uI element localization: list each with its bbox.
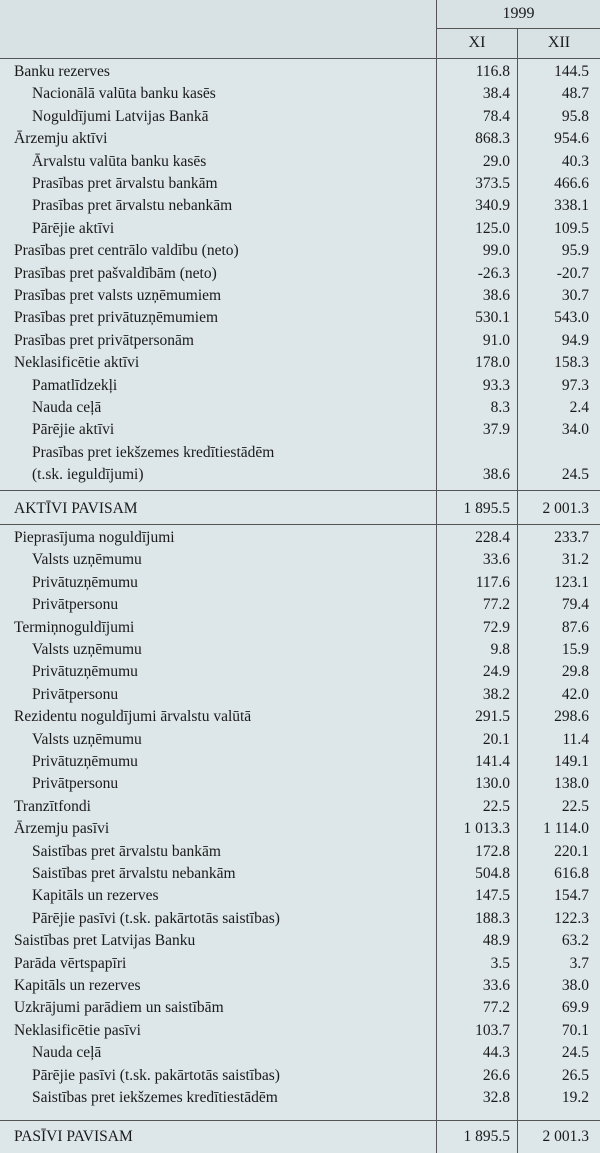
table-row [0,83,600,105]
value-xii: 19.2 [561,1089,589,1106]
column-header-xii: XII [547,34,571,51]
value-xi: 117.6 [475,573,510,591]
table-row [0,195,600,217]
value-xi: 1 895.5 [463,1128,510,1145]
table-row [0,729,600,751]
value-xi: 130.0 [475,775,510,793]
value-xi: 44.3 [482,1044,510,1062]
value-xi: 29.0 [482,152,510,170]
value-xii: -20.7 [556,264,589,282]
table-row [0,818,600,840]
value-xi: 20.1 [482,730,510,748]
value-xii: 122.3 [554,909,589,927]
table-row [0,617,600,639]
section-divider [0,524,600,525]
value-xi: 24.9 [482,663,510,681]
table-row [0,128,600,150]
value-xi: 93.3 [482,376,510,394]
table-row [0,330,600,352]
value-xii: 2 001.3 [542,500,589,517]
value-xii: 954.6 [554,130,589,148]
value-xi: 291.5 [475,708,510,726]
value-xii: 233.7 [554,529,589,546]
value-xi: 1 013.3 [463,820,510,838]
row-label: Neklasificētie aktīvi [14,354,140,372]
value-xii: 144.5 [554,63,589,80]
value-xii: 298.6 [554,708,589,726]
table-row [0,106,600,128]
value-xi: 103.7 [475,1021,510,1039]
value-xi: 38.2 [482,685,510,703]
row-label: Pamatlīdzekļi [32,376,118,394]
value-xi: 868.3 [475,130,510,148]
table-row [0,997,600,1019]
row-label: Neklasificētie pasīvi [14,1021,141,1039]
row-label: Uzkrājumi parādiem un saistībām [14,999,224,1017]
table-row [0,397,600,419]
value-xii: 123.1 [554,573,589,591]
value-xi: 116.8 [475,63,510,80]
value-xii: 2 001.3 [542,1128,589,1145]
value-xii: 543.0 [554,309,589,327]
row-label: Saistības pret iekšzemes kredītiestādēm [32,1089,278,1106]
table-row [0,706,600,728]
row-label: Pieprasījuma noguldījumi [14,529,175,546]
value-xii: 40.3 [561,152,589,170]
value-xi: 530.1 [475,309,510,327]
table-row [0,375,600,397]
value-xii: 220.1 [554,842,589,860]
value-xii: 2.4 [569,399,589,416]
value-xi: 26.6 [482,1066,510,1084]
value-xii: 31.2 [561,551,589,569]
value-xii: 26.5 [561,1066,589,1084]
row-label: PASĪVI PAVISAM [14,1128,133,1145]
row-label: Kapitāls un rezerves [32,887,159,905]
table-row [0,841,600,863]
row-label: Prasības pret valsts uzņēmumiem [14,287,222,304]
value-xi: 147.5 [475,887,510,905]
table-row [0,240,600,262]
value-xi: 172.8 [475,842,510,860]
value-xi: 38.4 [482,85,510,103]
value-xii: 48.7 [561,85,589,103]
value-xii: 30.7 [561,287,589,304]
row-label: Privātuzņēmumu [32,753,138,770]
value-xii: 11.4 [562,730,589,748]
table-row [0,549,600,571]
row-label: Ārzemju aktīvi [14,130,108,148]
row-label: Pārējie pasīvi (t.sk. pakārtotās saistības) [32,909,280,927]
table-row [0,1042,600,1064]
value-xii: 87.6 [561,618,589,636]
value-xi: 33.6 [482,977,510,994]
row-label: Prasības pret ārvalstu nebankām [32,197,233,215]
value-xii: 94.9 [561,331,589,349]
row-label: Saistības pret Latvijas Banku [14,932,196,950]
value-xii: 34.0 [561,421,589,439]
value-xii: 158.3 [554,354,589,372]
value-xi: 1 895.5 [463,500,510,517]
value-xi: 125.0 [475,219,510,237]
row-label: Privātuzņēmumu [32,573,138,591]
row-label: Saistības pret ārvalstu nebankām [32,865,236,882]
value-xii: 154.7 [554,887,589,905]
table-row [0,527,600,549]
table-row [0,263,600,285]
table-row [0,572,600,594]
row-label: Termiņnoguldījumi [14,618,135,636]
table-row [0,1065,600,1087]
value-xi: 37.9 [482,421,510,439]
row-label: Pārējie aktīvi [32,219,115,237]
value-xi: 141.4 [475,753,510,770]
row-label: Rezidentu noguldījumi ārvalstu valūtā [14,708,252,726]
value-xi: 99.0 [482,242,510,260]
value-xi: 38.6 [482,287,510,304]
table-row [0,684,600,706]
value-xii: 38.0 [561,977,589,994]
value-xi: 188.3 [475,909,510,927]
row-label: Pārējie pasīvi (t.sk. pakārtotās saistības) [32,1066,280,1084]
value-xii: 22.5 [561,797,589,815]
table-row [0,61,600,83]
value-xii: 3.7 [569,954,589,972]
value-xi: 33.6 [482,551,510,569]
value-xii: 109.5 [554,219,589,237]
table-row [0,639,600,661]
table-row [0,863,600,885]
value-xi: 38.6 [482,466,510,483]
year-header: 1999 [437,0,600,29]
value-xii: 95.9 [561,242,589,260]
value-xi: 8.3 [490,399,510,416]
table-row [0,751,600,773]
value-xi: 78.4 [482,107,510,125]
value-xii: 97.3 [561,376,589,394]
value-xi: 178.0 [475,354,510,372]
table-row [0,908,600,930]
row-label: (t.sk. ieguldījumi) [32,466,144,483]
row-label: Valsts uzņēmumu [32,730,142,748]
value-xii: 338.1 [554,197,589,215]
row-label: Parāda vērtspapīri [14,954,127,972]
table-row [0,796,600,818]
value-xi: 3.5 [490,954,510,972]
row-label: Privātuzņēmumu [32,663,138,681]
table-row [0,285,600,307]
value-xi: 77.2 [482,596,510,614]
table-row [0,975,600,997]
table-row [0,419,600,441]
value-xii: 15.9 [561,641,589,658]
table-row [0,442,600,486]
table-row [0,594,600,616]
row-label: Nacionālā valūta banku kasēs [32,85,216,103]
row-label: Valsts uzņēmumu [32,551,142,569]
row-label: Privātpersonu [32,775,119,793]
value-xi: -26.3 [477,264,510,282]
value-xii: 29.8 [561,663,589,681]
value-xi: 48.9 [482,932,510,950]
value-xi: 9.8 [490,641,510,658]
section-divider [0,1120,600,1121]
table-row [0,885,600,907]
value-xii: 1 114.0 [543,820,589,838]
row-label: Ārvalstu valūta banku kasēs [32,152,207,170]
row-label: Prasības pret privātuzņēmumiem [14,309,219,327]
liabilities-total-row [0,1126,600,1148]
value-xi: 504.8 [475,865,510,882]
table-row [0,307,600,329]
value-xi: 91.0 [482,331,510,349]
assets-total-row [0,498,600,520]
section-divider [0,490,600,491]
row-label: Nauda ceļā [32,399,102,416]
row-label: Prasības pret pašvaldībām (neto) [14,264,217,282]
table-row [0,773,600,795]
value-xii: 24.5 [561,466,589,483]
row-label: Tranzītfondi [14,797,91,815]
table-row [0,1087,600,1109]
row-label: Privātpersonu [32,596,119,614]
value-xii: 138.0 [554,775,589,793]
value-xii: 616.8 [554,865,589,882]
row-label: Banku rezerves [14,63,110,80]
value-xii: 24.5 [561,1044,589,1062]
table-row [0,218,600,240]
row-label: Valsts uzņēmumu [32,641,142,658]
row-label: Pārējie aktīvi [32,421,115,439]
row-label: Prasības pret iekšzemes kredītiestādēm [32,444,275,461]
row-label: Noguldījumi Latvijas Bankā [32,107,209,125]
value-xii: 42.0 [561,685,589,703]
row-label: Nauda ceļā [32,1044,102,1062]
row-label: Ārzemju pasīvi [14,820,110,838]
value-xi: 32.8 [482,1089,510,1106]
value-xi: 228.4 [475,529,510,546]
column-header-xi: XI [468,34,486,51]
value-xi: 340.9 [475,197,510,215]
table-row [0,661,600,683]
table-header [0,0,600,59]
row-label: Kapitāls un rezerves [14,977,141,994]
row-label: Saistības pret ārvalstu bankām [32,842,221,860]
table-row [0,953,600,975]
value-xi: 22.5 [482,797,510,815]
value-xii: 149.1 [554,753,589,770]
value-xi: 373.5 [475,175,510,192]
row-label: AKTĪVI PAVISAM [14,500,138,517]
value-xi: 77.2 [482,999,510,1017]
value-xii: 69.9 [561,999,589,1017]
row-label: Privātpersonu [32,685,119,703]
table-row [0,1020,600,1042]
value-xii: 95.8 [561,107,589,125]
table-row [0,173,600,195]
value-xii: 79.4 [561,596,589,614]
table-row [0,151,600,173]
table-row [0,930,600,952]
row-label: Prasības pret privātpersonām [14,331,194,349]
table-row [0,352,600,374]
value-xi: 72.9 [482,618,510,636]
row-label: Prasības pret ārvalstu bankām [32,175,218,192]
value-xii: 70.1 [561,1021,589,1039]
value-xii: 466.6 [554,175,589,192]
value-xii: 63.2 [561,932,589,950]
row-label: Prasības pret centrālo valdību (neto) [14,242,239,260]
